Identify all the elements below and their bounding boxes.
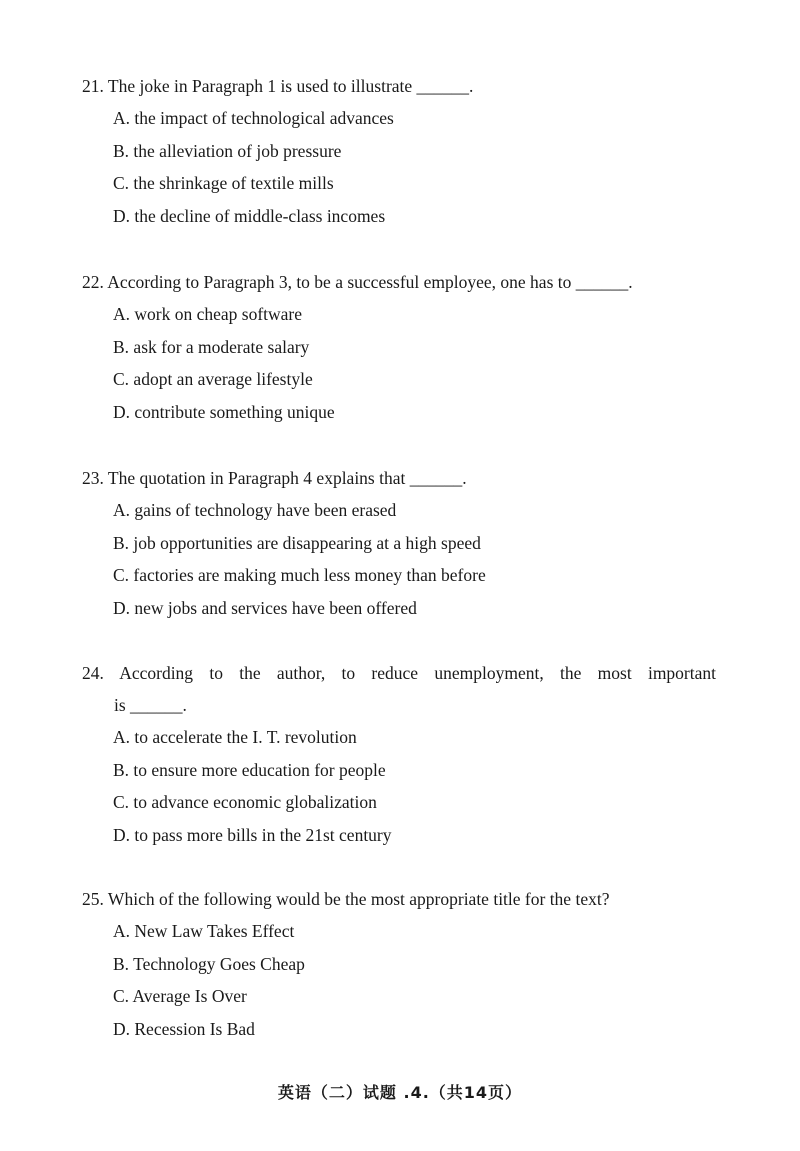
option-d: D. the decline of middle-class incomes <box>113 205 386 226</box>
option-b: B. ask for a moderate salary <box>113 336 310 357</box>
option-c: C. the shrinkage of textile mills <box>113 173 334 194</box>
option-d: D. contribute something unique <box>113 401 335 422</box>
question-22 <box>82 266 722 428</box>
question-stem: 25. Which of the following would be the most appropriate title for the text? <box>82 889 610 909</box>
question-23 <box>82 462 722 624</box>
option-a: A. work on cheap software <box>113 304 303 324</box>
page-footer: 英语（二）试题 .4.（共14页） <box>277 1083 523 1102</box>
question-stem: 23. The quotation in Paragraph 4 explains that ______. <box>82 468 467 488</box>
option-a: A. gains of technology have been erased <box>113 500 397 520</box>
option-a: A. to accelerate the I. T. revolution <box>113 727 357 747</box>
option-b: B. the alleviation of job pressure <box>113 140 342 161</box>
question-stem: 21. The joke in Paragraph 1 is used to illustrate ______. <box>82 76 474 96</box>
option-d: D. to pass more bills in the 21st century <box>113 824 392 845</box>
option-a: A. New Law Takes Effect <box>113 921 295 941</box>
option-b: B. job opportunities are disappearing at a high speed <box>113 532 481 553</box>
option-c: C. factories are making much less money than before <box>113 565 486 586</box>
question-stem: 24. According to the author, to reduce unemployment, the most important <box>82 663 716 683</box>
question-stem: 22. According to Paragraph 3, to be a successful employee, one has to ______. <box>82 272 633 292</box>
question-25 <box>82 883 722 1045</box>
option-c: C. Average Is Over <box>113 986 247 1007</box>
question-21 <box>82 70 722 232</box>
option-d: D. Recession Is Bad <box>113 1018 255 1039</box>
option-a: A. the impact of technological advances <box>113 108 394 128</box>
option-d: D. new jobs and services have been offered <box>113 597 417 618</box>
option-b: B. Technology Goes Cheap <box>113 953 305 974</box>
option-b: B. to ensure more education for people <box>113 759 386 780</box>
question-24 <box>82 657 722 851</box>
option-c: C. to advance economic globalization <box>113 792 377 813</box>
option-c: C. adopt an average lifestyle <box>113 369 313 390</box>
question-stem-continuation: is ______. <box>114 695 187 715</box>
